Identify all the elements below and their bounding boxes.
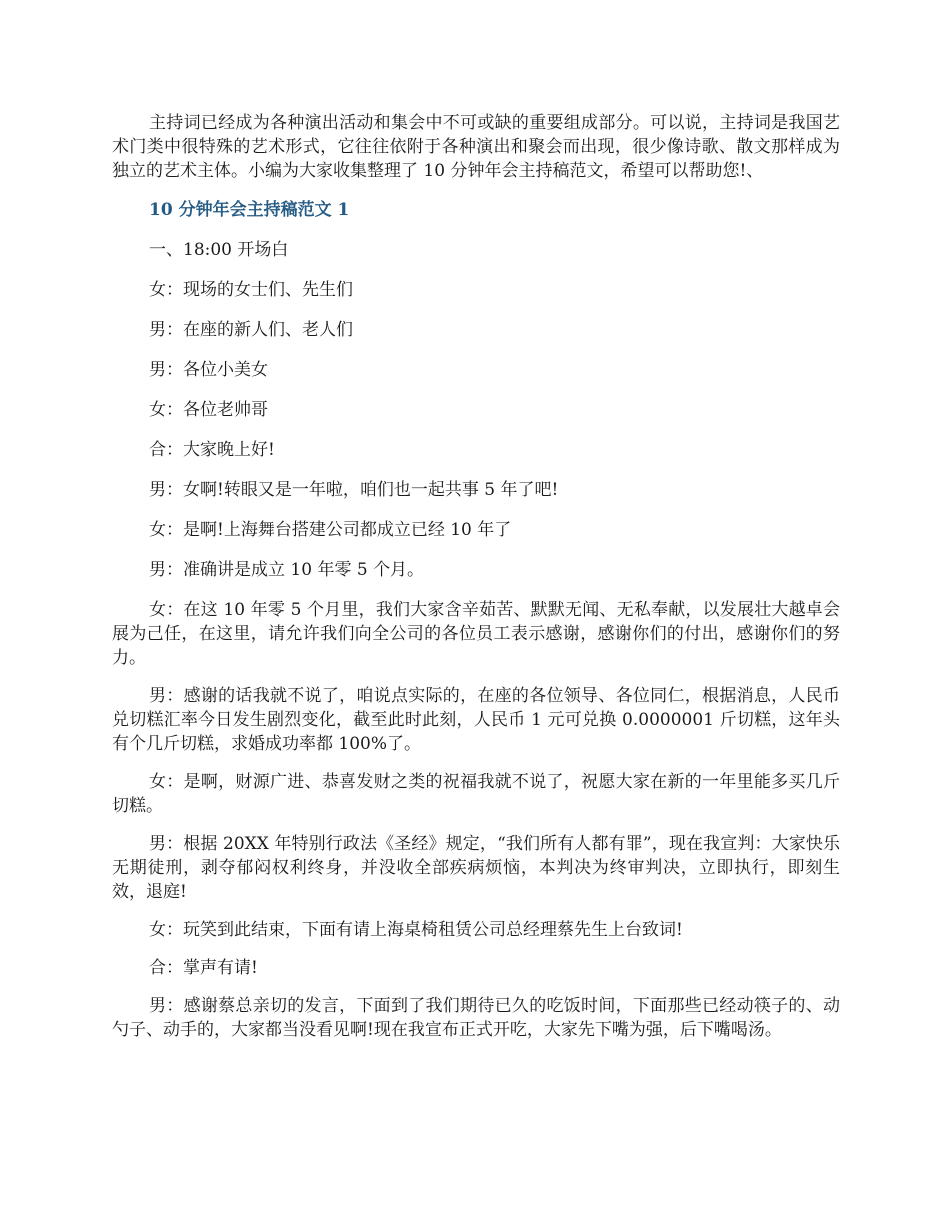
dialogue-line: 女：是啊!上海舞台搭建公司都成立已经 10 年了 — [149, 520, 512, 540]
dialogue-line: 男：准确讲是成立 10 年零 5 个月。 — [149, 560, 425, 580]
dialogue-line: 女：各位老帅哥 — [149, 400, 268, 420]
dialogue-line: 男：各位小美女 — [149, 360, 268, 380]
dialogue-line: 男：女啊!转眼又是一年啦，咱们也一起共事 5 年了吧! — [149, 480, 559, 500]
document-body — [112, 111, 840, 1056]
dialogue-line: 合：大家晚上好! — [149, 440, 275, 460]
opening-title: 一、18:00 开场白 — [149, 240, 289, 260]
section-heading: 10 分钟年会主持稿范文 1 — [149, 200, 350, 220]
dialogue-paragraph: 女：是啊，财源广进、恭喜发财之类的祝福我就不说了，祝愿大家在新的一年里能多买几斤切糕。 — [112, 772, 840, 816]
dialogue-paragraph: 男：感谢蔡总亲切的发言，下面到了我们期待已久的吃饭时间，下面那些已经动筷子的、动勺子、动手的，大家都当没看见啊!现在我宣布正式开吃，大家先下嘴为强，后下嘴喝汤。 — [112, 996, 840, 1040]
dialogue-line: 女：现场的女士们、先生们 — [149, 280, 353, 300]
dialogue-paragraph: 合：掌声有请! — [149, 958, 258, 978]
dialogue-paragraph: 女：在这 10 年零 5 个月里，我们大家含辛茹苦、默默无闻、无私奉献，以发展壮大越卓会展为己任，在这里，请允许我们向全公司的各位员工表示感谢，感谢你们的付出，感谢你们的努力。 — [112, 600, 840, 668]
dialogue-line: 男：在座的新人们、老人们 — [149, 320, 353, 340]
dialogue-paragraph: 男：根据 20XX 年特别行政法《圣经》规定，“我们所有人都有罪”，现在我宣判：大家快乐无期徒刑，剥夺郁闷权利终身，并没收全部疾病烦恼，本判决为终审判决，立即执行，即刻生效，退庭! — [112, 834, 840, 902]
dialogue-paragraph: 男：感谢的话我就不说了，咱说点实际的，在座的各位领导、各位同仁，根据消息，人民币兑切糕汇率今日发生剧烈变化，截至此时此刻，人民币 1 元可兑换 0.0000001 斤切糕，这年头有个几斤切糕，求婚成功率都 100%了。 — [112, 686, 840, 754]
dialogue-paragraph: 女：玩笑到此结束，下面有请上海桌椅租赁公司总经理蔡先生上台致词! — [149, 920, 683, 940]
intro-paragraph: 主持词已经成为各种演出活动和集会中不可或缺的重要组成部分。可以说，主持词是我国艺术门类中很特殊的艺术形式，它往往依附于各种演出和聚会而出现，很少像诗歌、散文那样成为独立的艺术主体。小编为大家收集整理了 10 分钟年会主持稿范文，希望可以帮助您!、 — [112, 113, 840, 181]
